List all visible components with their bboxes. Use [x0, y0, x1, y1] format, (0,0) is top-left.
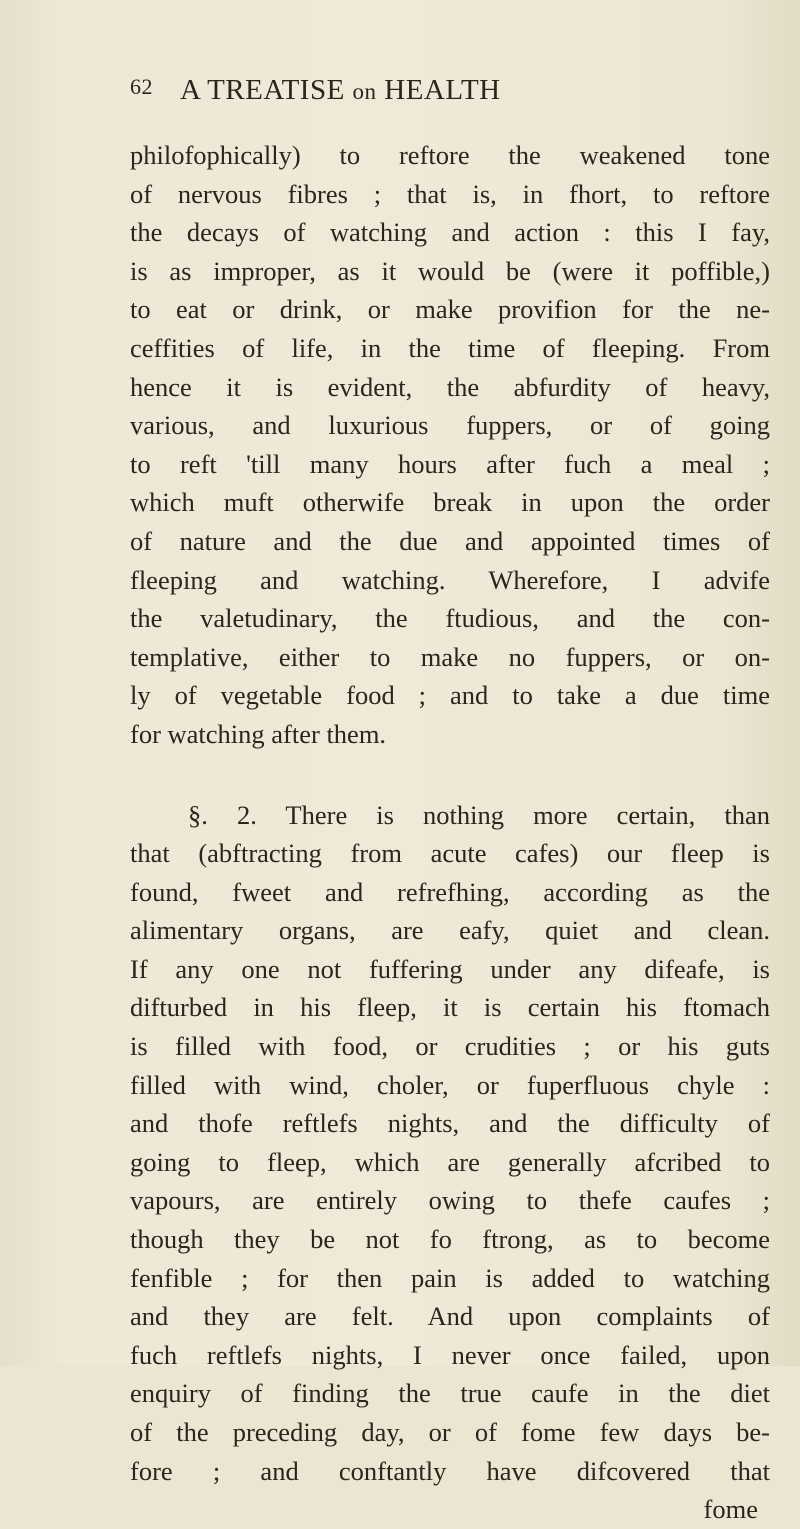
text-line: the valetudinary, the ftudious, and the con-: [130, 603, 770, 634]
text-line: and thofe reftlefs nights, and the difficulty of: [130, 1108, 770, 1139]
text-line: and they are felt. And upon complaints of: [130, 1301, 770, 1332]
text-line: the decays of watching and action : this I fay,: [130, 217, 770, 248]
text-line: of the preceding day, or of fome few days be-: [130, 1417, 770, 1447]
running-head: [130, 74, 750, 124]
text-line: is as improper, as it would be (were it poffible,): [130, 255, 770, 286]
text-line: of nature and the due and appointed times of: [130, 525, 770, 556]
text-line: hence it is evident, the abfurdity of heavy,: [130, 371, 770, 402]
catchword: fome: [703, 1494, 758, 1525]
text-line: for watching after them.: [130, 718, 387, 749]
running-title-part1: A TREATISE: [180, 74, 345, 106]
text-line: fore ; and conftantly have difcovered that: [130, 1455, 770, 1486]
text-line: various, and luxurious fuppers, or of going: [130, 410, 770, 441]
text-line: that (abftracting from acute cafes) our fleep is: [130, 838, 770, 869]
text-line: though they be not fo ftrong, as to become: [130, 1224, 770, 1255]
text-line: is filled with food, or crudities ; or his guts: [130, 1031, 770, 1062]
text-line: filled with wind, choler, or fuperfluous chyle :: [130, 1069, 770, 1100]
text-line: to eat or drink, or make provifion for the ne-: [130, 294, 770, 325]
text-line: philofophically) to reftore the weakened tone: [130, 140, 770, 170]
body-text: [130, 136, 770, 1529]
text-line: to reft 'till many hours after fuch a meal ;: [130, 448, 770, 479]
paragraph-1: [130, 136, 770, 754]
text-line: ceffities of life, in the time of fleeping. From: [130, 332, 770, 363]
text-line: ly of vegetable food ; and to take a due time: [130, 680, 770, 711]
section-line: §. 2. There is nothing more certain, than: [188, 799, 770, 830]
paragraph-gap: [130, 754, 770, 796]
text-line: alimentary organs, are eafy, quiet and clean.: [130, 915, 770, 946]
text-line: going to fleep, which are generally afcribed to: [130, 1146, 770, 1177]
page-number: 62: [130, 74, 153, 99]
text-line: fuch reftlefs nights, I never once failed, upon: [130, 1339, 770, 1370]
text-line: enquiry of finding the true caufe in the diet: [130, 1378, 770, 1409]
text-line: difturbed in his fleep, it is certain his ftomach: [130, 992, 770, 1023]
text-line: If any one not fuffering under any difeafe, is: [130, 953, 770, 984]
running-title: [180, 74, 501, 107]
text-line: which muft otherwife break in upon the order: [130, 487, 770, 518]
text-line: fenfible ; for then pain is added to watching: [130, 1262, 770, 1293]
text-line: of nervous fibres ; that is, in fhort, to reftore: [130, 178, 770, 209]
text-line: vapours, are entirely owing to thefe caufes ;: [130, 1185, 770, 1216]
text-line: found, fweet and refrefhing, according as the: [130, 876, 770, 907]
paragraph-2: [130, 796, 770, 1529]
text-line: fleeping and watching. Wherefore, I advife: [130, 564, 770, 595]
running-title-part2: on: [352, 79, 377, 104]
text-line: templative, either to make no fuppers, or on-: [130, 641, 770, 672]
running-title-part3: HEALTH: [384, 74, 501, 106]
